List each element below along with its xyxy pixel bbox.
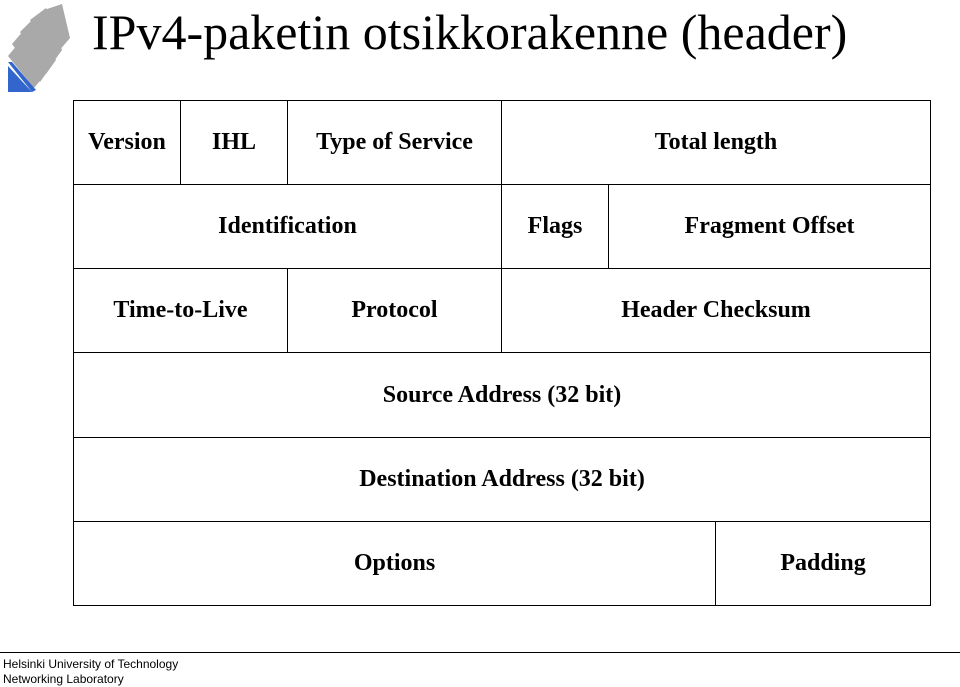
slide-title: IPv4-paketin otsikkorakenne (header) xyxy=(92,4,848,60)
footer-divider xyxy=(0,652,960,653)
footer xyxy=(3,657,178,687)
field-fragment-offset: Fragment Offset xyxy=(609,185,931,269)
header-row-3 xyxy=(74,269,931,353)
field-version: Version xyxy=(74,101,181,185)
field-protocol: Protocol xyxy=(288,269,502,353)
field-identification: Identification xyxy=(74,185,502,269)
header-row-2 xyxy=(74,185,931,269)
header-row-5 xyxy=(74,437,931,521)
field-ihl: IHL xyxy=(181,101,288,185)
field-type-of-service: Type of Service xyxy=(288,101,502,185)
field-destination-address: Destination Address (32 bit) xyxy=(74,437,931,521)
field-header-checksum: Header Checksum xyxy=(502,269,931,353)
header-row-4 xyxy=(74,353,931,437)
header-row-1 xyxy=(74,101,931,185)
footer-institution: Helsinki University of Technology xyxy=(3,657,179,671)
university-logo-icon xyxy=(4,4,76,92)
field-options: Options xyxy=(74,521,716,605)
field-padding: Padding xyxy=(716,521,931,605)
field-source-address: Source Address (32 bit) xyxy=(74,353,931,437)
ipv4-header-diagram xyxy=(73,100,931,606)
field-total-length: Total length xyxy=(502,101,931,185)
field-time-to-live: Time-to-Live xyxy=(74,269,288,353)
footer-laboratory: Networking Laboratory xyxy=(3,672,124,686)
header-row-6 xyxy=(74,521,931,605)
field-flags: Flags xyxy=(502,185,609,269)
